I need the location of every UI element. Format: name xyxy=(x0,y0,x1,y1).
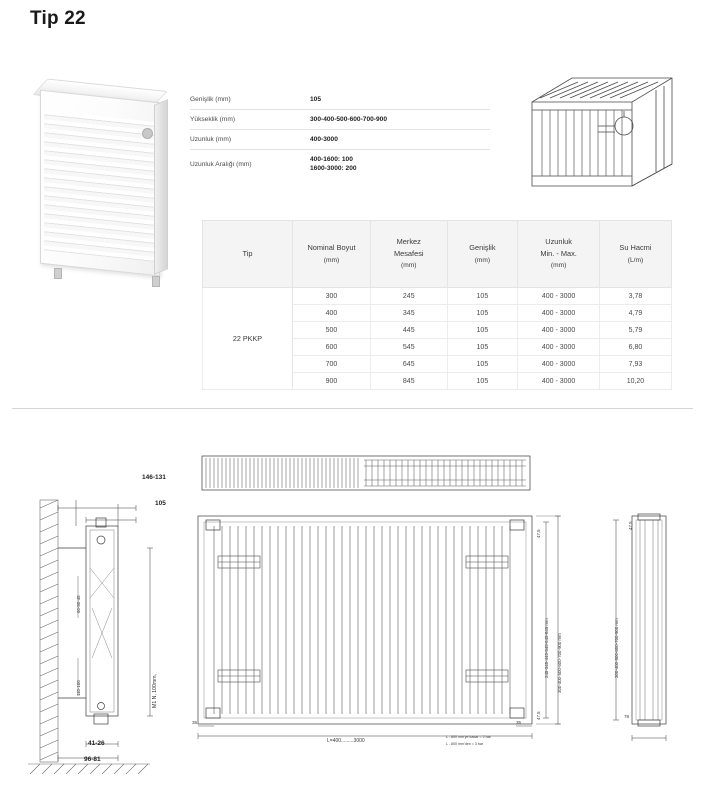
col-header-su-hacmi xyxy=(599,221,671,288)
dim-label-41-26: 41-26 xyxy=(88,740,105,747)
col-header-uzunluk: Uzunluk Min. - Max. (mm) xyxy=(518,221,600,288)
dim-label-left-small-1: 60-50-45 xyxy=(76,595,81,613)
dim-label-front-top-right: 35 xyxy=(516,720,522,725)
note-pressure-1: L - 800 mm'ye kadar = 2 bar xyxy=(446,735,491,739)
table-row xyxy=(190,150,490,180)
cell-genislik: 105 xyxy=(447,339,518,356)
cell-nominal: 300 xyxy=(292,288,370,305)
cell-nominal: 400 xyxy=(292,305,370,322)
spec-value: 105 xyxy=(310,90,490,110)
note-pressure-2: L - 800 mm'den = 3 bar xyxy=(446,742,484,746)
cell-nominal: 900 xyxy=(292,373,370,390)
col-header-unit: (mm) xyxy=(474,256,491,264)
spec-key: Yükseklik (mm) xyxy=(190,110,310,130)
page-title: Tip 22 xyxy=(30,8,86,29)
col-header-line1: Nominal Boyut xyxy=(307,243,356,253)
cell-merkez: 345 xyxy=(371,305,448,322)
cell-uzunluk: 400 - 3000 xyxy=(518,339,600,356)
dim-label-center-stack: 245-345-445-545-645-845 mm xyxy=(544,618,549,678)
dim-label-146-131: 146-131 xyxy=(142,474,166,481)
col-header-unit: (mm) xyxy=(323,256,340,264)
col-header-nominal xyxy=(292,221,370,288)
spec-key: Uzunluk Aralığı (mm) xyxy=(190,161,252,169)
col-header-unit: (mm) xyxy=(550,262,567,270)
radiator-product-photo xyxy=(32,82,174,278)
technical-drawings xyxy=(0,408,705,800)
dim-label-wall-note: M1 N, 100mm, xyxy=(152,673,158,708)
cell-genislik: 105 xyxy=(447,356,518,373)
cell-uzunluk: 400 - 3000 xyxy=(518,322,600,339)
cell-merkez: 545 xyxy=(371,339,448,356)
cell-hacim: 5,79 xyxy=(599,322,671,339)
cell-merkez: 645 xyxy=(371,356,448,373)
cell-hacim: 7,93 xyxy=(599,356,671,373)
dim-label-height-stack: 300-400-500-600-700-900 mm xyxy=(557,633,562,693)
radiator-valve-icon xyxy=(142,128,153,139)
dim-label-section-width: 78 xyxy=(624,714,630,719)
cell-genislik: 105 xyxy=(447,305,518,322)
table-row xyxy=(190,90,490,110)
cell-merkez: 445 xyxy=(371,322,448,339)
cell-uzunluk: 400 - 3000 xyxy=(518,356,600,373)
cell-nominal: 600 xyxy=(292,339,370,356)
dim-label-right-top: 47,5 xyxy=(536,529,541,538)
radiator-side-panel xyxy=(154,99,168,275)
col-header-unit: (L/m) xyxy=(627,256,644,264)
dim-label-96-81: 96-81 xyxy=(84,756,101,763)
col-header-tip xyxy=(203,221,293,288)
cell-genislik: 105 xyxy=(447,373,518,390)
cell-uzunluk: 400 - 3000 xyxy=(518,373,600,390)
dim-label-105: 105 xyxy=(155,500,166,507)
cell-uzunluk: 400 - 3000 xyxy=(518,288,600,305)
specification-table xyxy=(190,90,490,180)
cell-hacim: 3,78 xyxy=(599,288,671,305)
dim-label-right-bottom: 47,5 xyxy=(536,711,541,720)
col-header-unit: (mm) xyxy=(401,262,417,270)
dim-label-left-small-2: 110-100 xyxy=(76,680,81,696)
spec-value-line: 400-1600: 100 xyxy=(310,156,353,163)
spec-key: Uzunluk (mm) xyxy=(190,130,310,150)
radiator-foot-left xyxy=(54,268,62,279)
col-header-line1: Su Hacmi xyxy=(619,243,652,253)
spec-value xyxy=(310,150,490,180)
cutaway-isometric-drawing xyxy=(520,72,680,192)
col-header-merkez: Merkez Mesafesi (mm) xyxy=(371,221,448,288)
table-row xyxy=(203,288,672,305)
table-header-row xyxy=(203,221,672,288)
cell-genislik: 105 xyxy=(447,322,518,339)
table-row xyxy=(190,110,490,130)
spec-value: 400-3000 xyxy=(310,130,490,150)
cell-type: 22 PKKP xyxy=(203,288,293,390)
col-header-line1: Tip xyxy=(242,249,253,259)
dimensions-data-table xyxy=(202,220,672,390)
cell-merkez: 845 xyxy=(371,373,448,390)
dim-label-section-depth: 47,5 xyxy=(628,521,633,530)
spec-value: 300-400-500-600-700-900 xyxy=(310,110,490,130)
col-header-line1: Genişlik xyxy=(469,243,496,253)
cell-hacim: 6,80 xyxy=(599,339,671,356)
spec-key: Genişlik (mm) xyxy=(190,90,310,110)
table-row xyxy=(190,130,490,150)
radiator-fins xyxy=(44,110,154,262)
cell-uzunluk: 400 - 3000 xyxy=(518,305,600,322)
spec-value-line: 1600-3000: 200 xyxy=(310,164,357,172)
cell-merkez: 245 xyxy=(371,288,448,305)
cell-hacim: 10,20 xyxy=(599,373,671,390)
dim-label-length: L=400.........3000 xyxy=(327,738,365,744)
cell-nominal: 700 xyxy=(292,356,370,373)
cell-nominal: 500 xyxy=(292,322,370,339)
cell-hacim: 4,79 xyxy=(599,305,671,322)
col-header-genislik xyxy=(447,221,518,288)
dim-label-front-top-left: 35 xyxy=(192,720,198,725)
radiator-foot-right xyxy=(152,276,160,287)
cell-genislik: 105 xyxy=(447,288,518,305)
dim-label-section-height: 300-400-500-600-700-900 mm xyxy=(614,618,619,678)
